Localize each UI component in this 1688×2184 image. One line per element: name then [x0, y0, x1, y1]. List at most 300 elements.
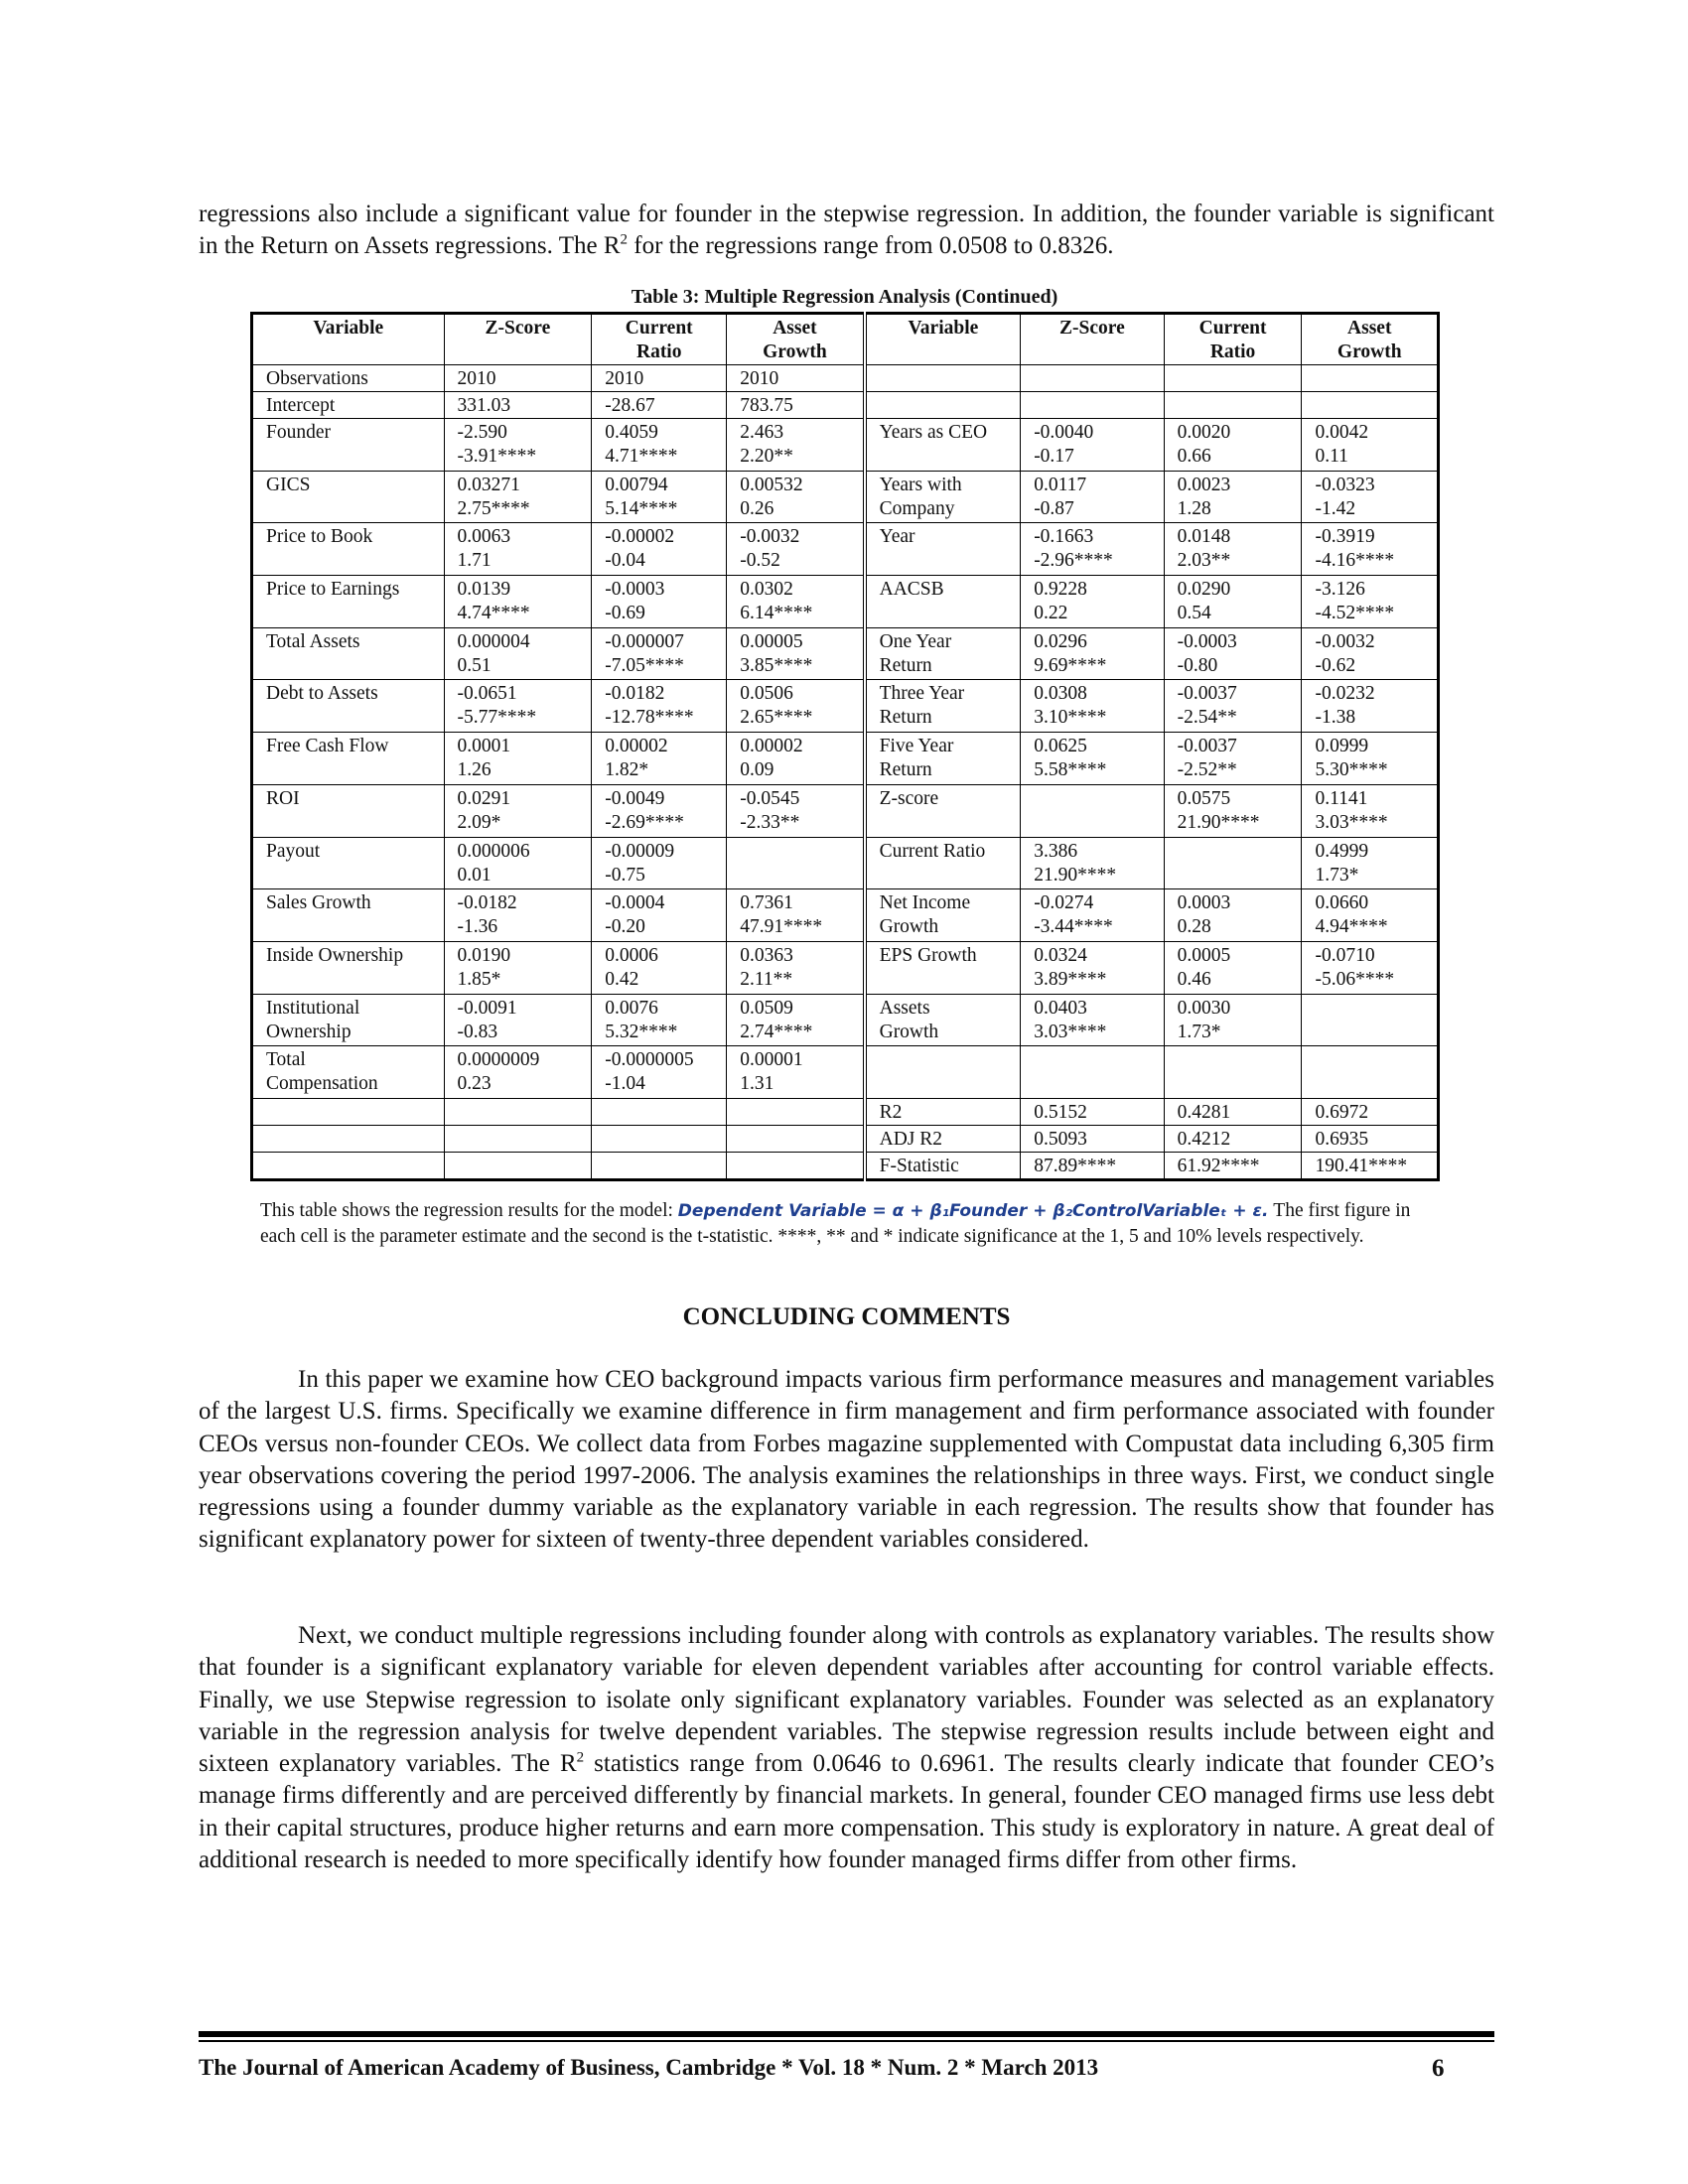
- paragraph-2-superscript: 2: [576, 1749, 585, 1766]
- cell-line: -0.1663: [1034, 526, 1094, 548]
- variable-cell: [252, 994, 445, 1046]
- cell-line: 0.00005: [740, 630, 803, 652]
- cell-line: -0.17: [1034, 446, 1074, 467]
- variable-cell: [252, 1153, 445, 1180]
- cell-line: 21.90****: [1034, 864, 1117, 886]
- cell-line: 0.0291: [457, 787, 511, 809]
- cell-line: -2.33**: [740, 811, 800, 833]
- value-cell: [727, 733, 865, 785]
- cell-line: -0.0040: [1034, 422, 1094, 443]
- cell-line: Payout: [266, 840, 321, 862]
- header-line: Ratio: [635, 341, 682, 362]
- cell-line: 0.42: [605, 968, 639, 990]
- variable-cell: [252, 523, 445, 576]
- value-cell: [727, 1099, 865, 1126]
- table-row: [252, 889, 1439, 942]
- value-cell: [444, 941, 592, 994]
- cell-line: -0.75: [605, 864, 645, 886]
- cell-line: 1.73*: [1315, 864, 1359, 886]
- cell-line: Net Income: [879, 892, 971, 914]
- cell-line: 0.0363: [740, 944, 793, 966]
- header-line: Z-Score: [485, 318, 551, 339]
- value-cell: [727, 576, 865, 628]
- variable-cell: [865, 1046, 1021, 1099]
- cell-line: 0.22: [1034, 603, 1068, 624]
- value-cell: [592, 1153, 727, 1180]
- value-cell: [1302, 1126, 1439, 1153]
- cell-line: 0.00002: [740, 736, 803, 757]
- value-cell: [727, 784, 865, 837]
- column-header: [1021, 314, 1164, 365]
- cell-line: 0.0625: [1034, 736, 1087, 757]
- value-cell: [1164, 1099, 1302, 1126]
- value-cell: [1021, 733, 1164, 785]
- variable-cell: [865, 680, 1021, 733]
- cell-line: Sales Growth: [266, 892, 371, 914]
- cell-line: -2.54**: [1177, 707, 1237, 729]
- value-cell: [592, 1099, 727, 1126]
- variable-cell: [865, 523, 1021, 576]
- cell-line: Growth: [879, 916, 939, 938]
- value-cell: [1302, 1099, 1439, 1126]
- cell-line: 1.71: [457, 550, 492, 572]
- value-cell: [592, 523, 727, 576]
- cell-line: 1.82*: [605, 759, 649, 781]
- header-line: Z-Score: [1059, 318, 1125, 339]
- cell-line: -4.16****: [1315, 550, 1395, 572]
- cell-line: -5.06****: [1315, 968, 1395, 990]
- section-heading: CONCLUDING COMMENTS: [682, 1303, 1011, 1330]
- value-cell: [592, 680, 727, 733]
- cell-line: Observations: [266, 368, 368, 389]
- cell-line: ADJ R2: [879, 1129, 942, 1150]
- footer-rule-thin: [199, 2040, 1494, 2042]
- value-cell: [592, 392, 727, 419]
- paragraph-2-text-end: statistics range from 0.0646 to 0.6961. The results clearly indicate that founder CEO’s manage firms differently and are perceived differently by financial markets. In general, founder CEO managed firms use less debt in their capital structures, produce higher returns and earn more compensation. This study is exploratory in nature. A great deal of additional research is needed to more specifically identify how founder managed firms differ from other firms.: [199, 1750, 1494, 1874]
- cell-line: 0.4281: [1177, 1102, 1231, 1123]
- variable-cell: [865, 784, 1021, 837]
- value-cell: [727, 837, 865, 889]
- cell-line: 0.0003: [1177, 892, 1231, 914]
- table-body: [252, 365, 1439, 1180]
- cell-line: EPS Growth: [879, 944, 977, 966]
- cell-line: 5.14****: [605, 497, 678, 519]
- cell-line: -0.80: [1177, 654, 1218, 676]
- value-cell: [727, 1046, 865, 1099]
- table-row: [252, 392, 1439, 419]
- header-line: Growth: [763, 341, 827, 362]
- cell-line: -0.0182: [457, 892, 517, 914]
- intro-paragraph: [199, 199, 1494, 262]
- cell-line: 0.0506: [740, 683, 793, 705]
- value-cell: [1302, 1153, 1439, 1180]
- cell-line: -0.52: [740, 550, 780, 572]
- cell-line: 0.0006: [605, 944, 658, 966]
- cell-line: 0.4059: [605, 422, 658, 443]
- cell-line: 0.4212: [1177, 1129, 1231, 1150]
- cell-line: 0.5093: [1034, 1129, 1087, 1150]
- cell-line: -0.0032: [740, 526, 800, 548]
- table-title: Table 3: Multiple Regression Analysis (Continued): [631, 286, 1058, 308]
- cell-line: -0.0710: [1315, 944, 1375, 966]
- variable-cell: [252, 889, 445, 942]
- cell-line: -0.62: [1315, 654, 1356, 676]
- header-line: Current: [625, 318, 693, 339]
- value-cell: [1302, 365, 1439, 392]
- value-cell: [592, 784, 727, 837]
- value-cell: [592, 889, 727, 942]
- cell-line: -0.0182: [605, 683, 665, 705]
- value-cell: [727, 1126, 865, 1153]
- value-cell: [1021, 1046, 1164, 1099]
- value-cell: [444, 1046, 592, 1099]
- value-cell: [1164, 1153, 1302, 1180]
- cell-line: 0.0139: [457, 579, 511, 601]
- cell-line: 47.91****: [740, 916, 823, 938]
- value-cell: [1302, 471, 1439, 523]
- value-cell: [1164, 627, 1302, 680]
- value-cell: [1164, 576, 1302, 628]
- value-cell: [1021, 1153, 1164, 1180]
- variable-cell: [865, 365, 1021, 392]
- value-cell: [592, 941, 727, 994]
- cell-line: F-Statistic: [879, 1156, 959, 1176]
- value-cell: [1302, 627, 1439, 680]
- cell-line: 2.75****: [457, 497, 530, 519]
- table-row: [252, 523, 1439, 576]
- cell-line: -0.0037: [1177, 683, 1237, 705]
- value-cell: [1164, 941, 1302, 994]
- journal-footer: The Journal of American Academy of Business, Cambridge * Vol. 18 * Num. 2 * March 2013: [199, 2055, 1099, 2080]
- cell-line: 3.03****: [1315, 811, 1388, 833]
- cell-line: Founder: [266, 422, 331, 443]
- cell-line: 331.03: [457, 395, 511, 416]
- cell-line: Free Cash Flow: [266, 736, 389, 757]
- table-row: [252, 941, 1439, 994]
- cell-line: -1.38: [1315, 707, 1356, 729]
- cell-line: -3.44****: [1034, 916, 1113, 938]
- cell-line: Company: [879, 497, 955, 519]
- cell-line: -0.0004: [605, 892, 665, 914]
- cell-line: 2.65****: [740, 707, 813, 729]
- table-row: [252, 1153, 1439, 1180]
- column-header: [252, 314, 445, 365]
- cell-line: 0.0001: [457, 736, 511, 757]
- table-row: [252, 471, 1439, 523]
- value-cell: [727, 627, 865, 680]
- column-header: [444, 314, 592, 365]
- cell-line: 0.00794: [605, 474, 668, 495]
- value-cell: [1021, 1126, 1164, 1153]
- value-cell: [444, 784, 592, 837]
- value-cell: [727, 680, 865, 733]
- cell-line: Return: [879, 654, 932, 676]
- cell-line: 0.54: [1177, 603, 1211, 624]
- cell-line: Three Year: [879, 683, 965, 705]
- cell-line: 0.9228: [1034, 579, 1087, 601]
- notes-suffix: The first figure in each cell is the parameter estimate and the second is the t-statistic. ****, ** and * indicate significance at the 1, 5 and 10% levels respectively.: [260, 1200, 1411, 1247]
- cell-line: ROI: [266, 787, 300, 809]
- cell-line: 5.58****: [1034, 759, 1107, 781]
- cell-line: 3.85****: [740, 654, 813, 676]
- cell-line: 2.463: [740, 422, 784, 443]
- value-cell: [444, 1099, 592, 1126]
- cell-line: 0.28: [1177, 916, 1211, 938]
- cell-line: 61.92****: [1177, 1156, 1260, 1176]
- variable-cell: [252, 1046, 445, 1099]
- cell-line: 0.0296: [1034, 630, 1087, 652]
- cell-line: 0.11: [1315, 446, 1348, 467]
- cell-line: 2010: [740, 368, 779, 389]
- value-cell: [592, 576, 727, 628]
- value-cell: [1021, 680, 1164, 733]
- cell-line: -0.00002: [605, 526, 675, 548]
- cell-line: -0.20: [605, 916, 645, 938]
- value-cell: [1021, 627, 1164, 680]
- value-cell: [444, 1126, 592, 1153]
- value-cell: [444, 576, 592, 628]
- cell-line: 0.6972: [1315, 1102, 1369, 1123]
- notes-prefix: This table shows the regression results for the model:: [260, 1200, 678, 1221]
- cell-line: 2.11**: [740, 968, 793, 990]
- cell-line: 0.0308: [1034, 683, 1087, 705]
- cell-line: Compensation: [266, 1073, 378, 1095]
- cell-line: Current Ratio: [879, 840, 986, 862]
- cell-line: 2.03**: [1177, 550, 1231, 572]
- cell-line: AACSB: [879, 579, 944, 601]
- cell-line: 1.85*: [457, 968, 501, 990]
- value-cell: [1164, 523, 1302, 576]
- cell-line: Years with: [879, 474, 962, 495]
- cell-line: -5.77****: [457, 707, 537, 729]
- cell-line: -2.52**: [1177, 759, 1237, 781]
- value-cell: [1164, 365, 1302, 392]
- cell-line: 0.0117: [1034, 474, 1087, 495]
- value-cell: [727, 523, 865, 576]
- table-row: [252, 365, 1439, 392]
- cell-line: 1.26: [457, 759, 492, 781]
- value-cell: [1164, 837, 1302, 889]
- table-row: [252, 1126, 1439, 1153]
- variable-cell: [252, 392, 445, 419]
- cell-line: -0.00009: [605, 840, 675, 862]
- cell-line: -1.36: [457, 916, 498, 938]
- cell-line: 0.0000009: [457, 1049, 540, 1071]
- variable-cell: [865, 1126, 1021, 1153]
- value-cell: [444, 733, 592, 785]
- variable-cell: [865, 941, 1021, 994]
- cell-line: 0.0030: [1177, 997, 1231, 1019]
- value-cell: [1302, 941, 1439, 994]
- cell-line: 0.26: [740, 497, 774, 519]
- regression-table: [250, 312, 1440, 1181]
- value-cell: [592, 1126, 727, 1153]
- cell-line: Total: [266, 1049, 306, 1071]
- value-cell: [1021, 994, 1164, 1046]
- cell-line: Return: [879, 759, 932, 781]
- cell-line: -0.69: [605, 603, 645, 624]
- header-line: Growth: [1336, 341, 1402, 362]
- cell-line: 0.7361: [740, 892, 793, 914]
- cell-line: -2.590: [457, 422, 507, 443]
- cell-line: -2.96****: [1034, 550, 1113, 572]
- value-cell: [1021, 941, 1164, 994]
- variable-cell: [865, 419, 1021, 472]
- value-cell: [444, 680, 592, 733]
- table-row: [252, 733, 1439, 785]
- cell-line: 4.71****: [605, 446, 678, 467]
- cell-line: 2.74****: [740, 1021, 813, 1042]
- cell-line: Price to Book: [266, 526, 373, 548]
- cell-line: 783.75: [740, 395, 793, 416]
- cell-line: 0.0324: [1034, 944, 1087, 966]
- value-cell: [1302, 837, 1439, 889]
- variable-cell: [865, 392, 1021, 419]
- variable-cell: [252, 419, 445, 472]
- cell-line: 6.14****: [740, 603, 813, 624]
- value-cell: [444, 1153, 592, 1180]
- cell-line: Five Year: [879, 736, 954, 757]
- value-cell: [444, 994, 592, 1046]
- cell-line: 190.41****: [1315, 1156, 1408, 1176]
- cell-line: -12.78****: [605, 707, 694, 729]
- value-cell: [592, 365, 727, 392]
- value-cell: [1021, 576, 1164, 628]
- cell-line: -0.0651: [457, 683, 517, 705]
- cell-line: -1.04: [605, 1073, 645, 1095]
- variable-cell: [252, 1126, 445, 1153]
- value-cell: [1164, 471, 1302, 523]
- value-cell: [727, 365, 865, 392]
- cell-line: GICS: [266, 474, 311, 495]
- cell-line: 0.0148: [1177, 526, 1231, 548]
- cell-line: 0.0999: [1315, 736, 1369, 757]
- cell-line: -3.126: [1315, 579, 1365, 601]
- value-cell: [1021, 1099, 1164, 1126]
- value-cell: [1164, 889, 1302, 942]
- cell-line: 4.94****: [1315, 916, 1388, 938]
- cell-line: -0.0323: [1315, 474, 1375, 495]
- cell-line: 5.30****: [1315, 759, 1388, 781]
- cell-line: 0.01: [457, 864, 492, 886]
- cell-line: 0.0302: [740, 579, 793, 601]
- cell-line: 9.69****: [1034, 654, 1107, 676]
- variable-cell: [865, 576, 1021, 628]
- cell-line: -0.0091: [457, 997, 517, 1019]
- cell-line: 0.000006: [457, 840, 530, 862]
- value-cell: [727, 941, 865, 994]
- cell-line: 3.386: [1034, 840, 1078, 862]
- table-notes: [260, 1198, 1437, 1250]
- cell-line: 0.66: [1177, 446, 1211, 467]
- value-cell: [444, 837, 592, 889]
- cell-line: Assets: [879, 997, 930, 1019]
- value-cell: [1164, 994, 1302, 1046]
- value-cell: [592, 471, 727, 523]
- value-cell: [727, 471, 865, 523]
- cell-line: 21.90****: [1177, 811, 1260, 833]
- cell-line: 0.1141: [1315, 787, 1368, 809]
- value-cell: [444, 889, 592, 942]
- cell-line: 2.20**: [740, 446, 793, 467]
- cell-line: -0.0274: [1034, 892, 1094, 914]
- cell-line: 0.0005: [1177, 944, 1231, 966]
- cell-line: -0.0049: [605, 787, 665, 809]
- variable-cell: [252, 784, 445, 837]
- value-cell: [1164, 392, 1302, 419]
- value-cell: [1302, 733, 1439, 785]
- column-header: [1164, 314, 1302, 365]
- column-header: [1302, 314, 1439, 365]
- cell-line: -28.67: [605, 395, 655, 416]
- intro-text-end: for the regressions range from 0.0508 to 0.8326.: [628, 232, 1114, 259]
- cell-line: -0.0003: [605, 579, 665, 601]
- cell-line: -0.0003: [1177, 630, 1237, 652]
- cell-line: 0.0042: [1315, 422, 1369, 443]
- cell-line: -0.3919: [1315, 526, 1375, 548]
- value-cell: [727, 392, 865, 419]
- value-cell: [444, 627, 592, 680]
- variable-cell: [252, 1099, 445, 1126]
- variable-cell: [865, 733, 1021, 785]
- intro-superscript: 2: [620, 231, 628, 248]
- cell-line: 3.89****: [1034, 968, 1107, 990]
- cell-line: Total Assets: [266, 630, 360, 652]
- model-formula: Dependent Variable = α + β₁Founder + β₂ControlVariableₜ + ε.: [677, 1201, 1269, 1221]
- value-cell: [1164, 1126, 1302, 1153]
- cell-line: 0.09: [740, 759, 774, 781]
- value-cell: [1302, 392, 1439, 419]
- cell-line: 2010: [605, 368, 644, 389]
- variable-cell: [252, 627, 445, 680]
- cell-line: Inside Ownership: [266, 944, 404, 966]
- paragraph-2-text: Next, we conduct multiple regressions including founder along with controls as explanatory variables. The results show that founder is a significant explanatory variable for eleven dependent variables after accounting for control variable effects. Finally, we use Stepwise regression to isolate only significant explanatory variables. Founder was selected as an explanatory variable in the regression analysis for twelve dependent variables. The stepwise regression results include between eight and sixteen explanatory variables. The R: [199, 1622, 1494, 1778]
- value-cell: [1302, 994, 1439, 1046]
- paragraph-2: [199, 1620, 1494, 1876]
- cell-line: 0.4999: [1315, 840, 1369, 862]
- value-cell: [1302, 889, 1439, 942]
- table-row: [252, 1099, 1439, 1126]
- value-cell: [592, 733, 727, 785]
- cell-line: 2.09*: [457, 811, 501, 833]
- value-cell: [1021, 523, 1164, 576]
- paragraph-1: In this paper we examine how CEO background impacts various firm performance measures and management variables of the largest U.S. firms. Specifically we examine difference in firm management and firm performance associated with founder CEOs versus non-founder CEOs. We collect data from Forbes magazine supplemented with Compustat data including 6,305 firm year observations covering the period 1997-2006. The analysis examines the relationships in three ways. First, we conduct single regressions using a founder dummy variable as the explanatory variable in each regression. The results show that founder has significant explanatory power for sixteen of twenty-three dependent variables considered.: [199, 1366, 1494, 1554]
- value-cell: [727, 419, 865, 472]
- cell-line: -2.69****: [605, 811, 684, 833]
- value-cell: [1302, 576, 1439, 628]
- cell-line: Debt to Assets: [266, 683, 378, 705]
- cell-line: 1.73*: [1177, 1021, 1221, 1042]
- table-row: [252, 576, 1439, 628]
- cell-line: 0.6935: [1315, 1129, 1369, 1150]
- cell-line: 0.0023: [1177, 474, 1231, 495]
- cell-line: 0.0063: [457, 526, 511, 548]
- cell-line: 0.5152: [1034, 1102, 1087, 1123]
- header-line: Ratio: [1209, 341, 1256, 362]
- value-cell: [444, 471, 592, 523]
- value-cell: [444, 523, 592, 576]
- column-header: [592, 314, 727, 365]
- value-cell: [1021, 419, 1164, 472]
- header-line: Asset: [1347, 318, 1392, 339]
- table-row: [252, 627, 1439, 680]
- value-cell: [727, 1153, 865, 1180]
- cell-line: 0.0575: [1177, 787, 1231, 809]
- table-row: [252, 784, 1439, 837]
- value-cell: [1021, 392, 1164, 419]
- table-row: [252, 994, 1439, 1046]
- table-row: [252, 1046, 1439, 1099]
